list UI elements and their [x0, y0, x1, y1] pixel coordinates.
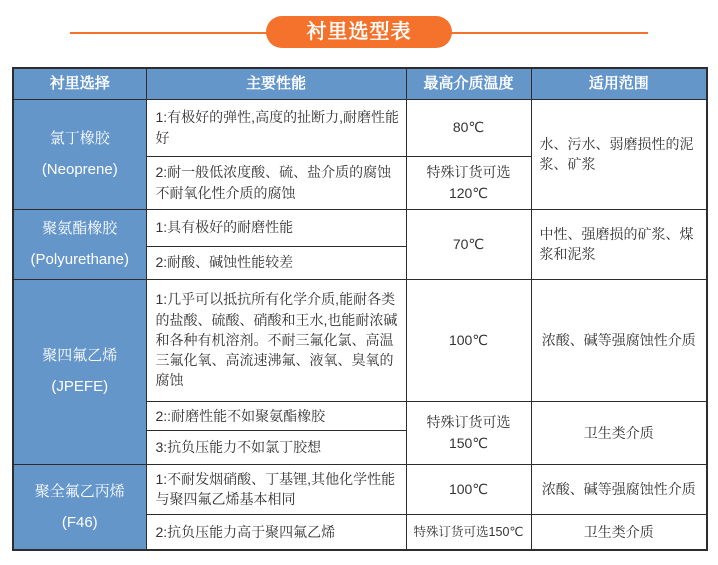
range-cell: 中性、强磨损的矿浆、煤浆和泥浆 — [531, 209, 707, 279]
lining-code: (Neoprene) — [41, 160, 118, 178]
range-cell: 卫生类介质 — [531, 514, 707, 550]
table-row — [13, 279, 707, 401]
lining-code: (JPEFE) — [51, 378, 109, 396]
performance-cell: 2::耐磨性能不如聚氨酯橡胶 — [146, 401, 406, 430]
performance-cell: 2:抗负压能力高于聚四氟乙烯 — [146, 514, 406, 550]
lining-name: 聚全氟乙丙烯 — [34, 482, 125, 500]
lining-name: 聚氨酯橡胶 — [42, 219, 118, 237]
lining-code: (Polyurethane) — [30, 250, 129, 268]
temperature-cell: 特殊订货可选150℃ — [406, 514, 531, 550]
temperature-cell: 特殊订货可选150℃ — [406, 401, 531, 464]
range-cell: 浓酸、碱等强腐蚀性介质 — [531, 279, 707, 401]
lining-cell-polyurethane — [13, 209, 146, 279]
table-row — [13, 464, 707, 514]
header-lining-selection: 衬里选择 — [13, 68, 146, 99]
temperature-cell: 100℃ — [406, 279, 531, 401]
performance-cell: 3:抗负压能力不如氯丁胶想 — [146, 430, 406, 464]
table-row — [13, 209, 707, 246]
performance-cell: 2:耐酸、碱蚀性能较差 — [146, 246, 406, 279]
performance-cell: 1:几乎可以抵抗所有化学介质,能耐各类的盐酸、硫酸、硝酸和王水,也能耐浓碱和各种有机溶剂。不耐三氟化氯、高温三氟化氧、高流速沸氟、液氧、臭氧的腐蚀 — [146, 279, 406, 401]
range-cell: 卫生类介质 — [531, 401, 707, 464]
header-main-performance: 主要性能 — [146, 68, 406, 99]
page-title-text: 衬里选型表 — [306, 21, 412, 43]
performance-cell: 1:具有极好的耐磨性能 — [146, 209, 406, 246]
lining-selection-table — [12, 67, 708, 551]
temperature-cell: 100℃ — [406, 464, 531, 514]
lining-name: 聚四氟乙烯 — [42, 347, 118, 365]
lining-cell-f46 — [13, 464, 146, 550]
header-applicable-range: 适用范围 — [531, 68, 707, 99]
page-title — [266, 16, 452, 48]
temperature-cell: 特殊订货可选120℃ — [406, 156, 531, 209]
lining-name: 氯丁橡胶 — [49, 129, 110, 147]
lining-cell-neoprene — [13, 99, 146, 209]
range-cell: 浓酸、碱等强腐蚀性介质 — [531, 464, 707, 514]
performance-cell: 2:耐一般低浓度酸、硫、盐介质的腐蚀不耐氧化性介质的腐蚀 — [146, 156, 406, 209]
table-row — [13, 99, 707, 156]
performance-cell: 1:不耐发烟硝酸、丁基锂,其他化学性能与聚四氟乙烯基本相同 — [146, 464, 406, 514]
table-header-row — [13, 68, 707, 99]
lining-code: (F46) — [61, 513, 98, 531]
temperature-cell: 70℃ — [406, 209, 531, 279]
range-cell: 水、污水、弱磨损性的泥浆、矿浆 — [531, 99, 707, 209]
performance-cell: 1:有极好的弹性,高度的扯断力,耐磨性能好 — [146, 99, 406, 156]
temperature-cell: 80℃ — [406, 99, 531, 156]
lining-cell-jpefe — [13, 279, 146, 464]
header-max-medium-temperature: 最高介质温度 — [406, 68, 531, 99]
